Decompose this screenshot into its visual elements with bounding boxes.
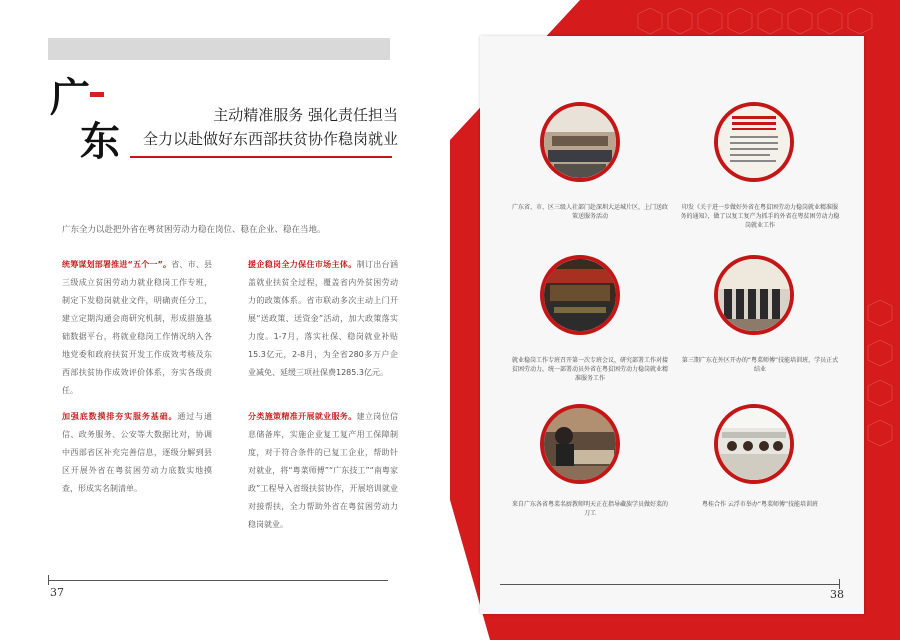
footer-tick-left (48, 575, 49, 585)
headline-line-1: 主动精准服务 强化责任担当 (213, 106, 398, 124)
section-4-body: 建立岗位信息储备库，实施企业复工复产用工保障制度，对于符合条件的已复工企业，帮助针对就业，将“粤菜师傅”“广东技工”“南粤家政”工程导入省级扶贫协作，开展培训就业对接帮扶，全力帮助外省在粤贫困劳动力稳岗就业。 (248, 412, 399, 529)
title-char-1: 广 (50, 74, 90, 121)
conference-photo-icon (544, 259, 616, 331)
intro-text: 广东全力以赴把外省在粤贫困劳动力稳在岗位、稳在企业、稳在当地。 (62, 225, 326, 235)
photo-4 (714, 255, 794, 335)
section-4-heading: 分类施策精准开展就业服务。 (248, 412, 357, 421)
ceremony-photo-icon (718, 259, 790, 331)
photo-1 (540, 102, 620, 182)
footer-rule-right (500, 584, 840, 585)
photo-2-caption: 印发《关于进一步做好外省在粤贫困劳动力稳岗就业精准服务的通知》，做了以复工复产为抓手的外省在粤贫困劳动力稳岗就业工作 (680, 204, 840, 229)
section-4 (248, 408, 398, 534)
classroom-photo-icon (718, 408, 790, 480)
footer-rule-left (48, 580, 388, 581)
section-2 (248, 256, 398, 382)
photo-4-caption: 第三期广东在外区开办的“粤菜师傅”技能培训班，学员正式结业 (681, 357, 839, 373)
photo-3 (540, 255, 620, 335)
photo-6 (714, 404, 794, 484)
right-page (450, 0, 900, 640)
section-3-heading: 加强底数摸排夯实服务基础。 (62, 412, 178, 421)
cooking-photo-icon (544, 408, 616, 480)
section-3 (62, 408, 212, 498)
photo-5-caption: 来自广东各省粤菜名厨教师明天正在指导藏族学员做好菜的刀工 (511, 501, 668, 517)
photo-3-caption: 就业稳岗工作专班召开第一次专班会议，研究部署工作对接贫困劳动力，统一部署动员外省在粤贫困劳动力稳岗就业精准服务工作 (511, 357, 668, 382)
meeting-photo-icon (544, 106, 616, 178)
document-photo-icon (718, 106, 790, 178)
photo-6-caption: 粤桂合作 云浮市举办“粤菜师傅”技能培训班 (701, 501, 819, 508)
page-number-right: 38 (830, 588, 844, 601)
title-char-2: 东 (80, 118, 120, 165)
section-1-heading: 统筹谋划部署推进“五个一”。 (62, 260, 172, 269)
section-2-heading: 援企稳岗全力保住市场主体。 (248, 260, 357, 269)
header-bar (48, 38, 390, 60)
section-2-body: 制订出台涵盖就业扶贫全过程，覆盖省内外贫困劳动力的政策体系。省市联动多次主动上门开展“送政策、送资金”活动，加大政策落实力度。1-7月，落实社保、稳岗就业补贴15.3亿元，2-8月，为全省280多万户企业减免、延缓三项社保费1285.3亿元。 (248, 260, 399, 377)
photo-2 (714, 102, 794, 182)
page-number-left: 37 (50, 586, 64, 599)
photo-1-caption: 广东省、市、区三级人社部门赴深圳大运城片区，上门送政策送服务活动 (511, 204, 668, 220)
photo-card (480, 36, 864, 614)
photo-5 (540, 404, 620, 484)
headline (118, 103, 398, 151)
headline-rule (130, 156, 392, 158)
headline-line-2: 全力以赴做好东西部扶贫协作稳岗就业 (142, 130, 398, 148)
section-1 (62, 256, 212, 400)
section-1-body: 省、市、县三级成立贫困劳动力就业稳岗工作专班，制定下发稳岗就业文件，明确责任分工，建立定期沟通会商研究机制，形成措施基础数据平台，将就业稳岗工作情况纳入各地党委和政府扶贫开发工作成效考核及东西部扶贫协作成效评价体系，夯实各级责任。 (62, 260, 213, 395)
title-accent-mark (90, 92, 104, 97)
page-title (50, 74, 120, 168)
section-3-body: 通过与通信、政务服务、公安等大数据比对，协调中西部省区补充完善信息，逐级分解到县区开展外省在粤贫困劳动力底数实地摸查，形成实名制清单。 (62, 412, 212, 493)
